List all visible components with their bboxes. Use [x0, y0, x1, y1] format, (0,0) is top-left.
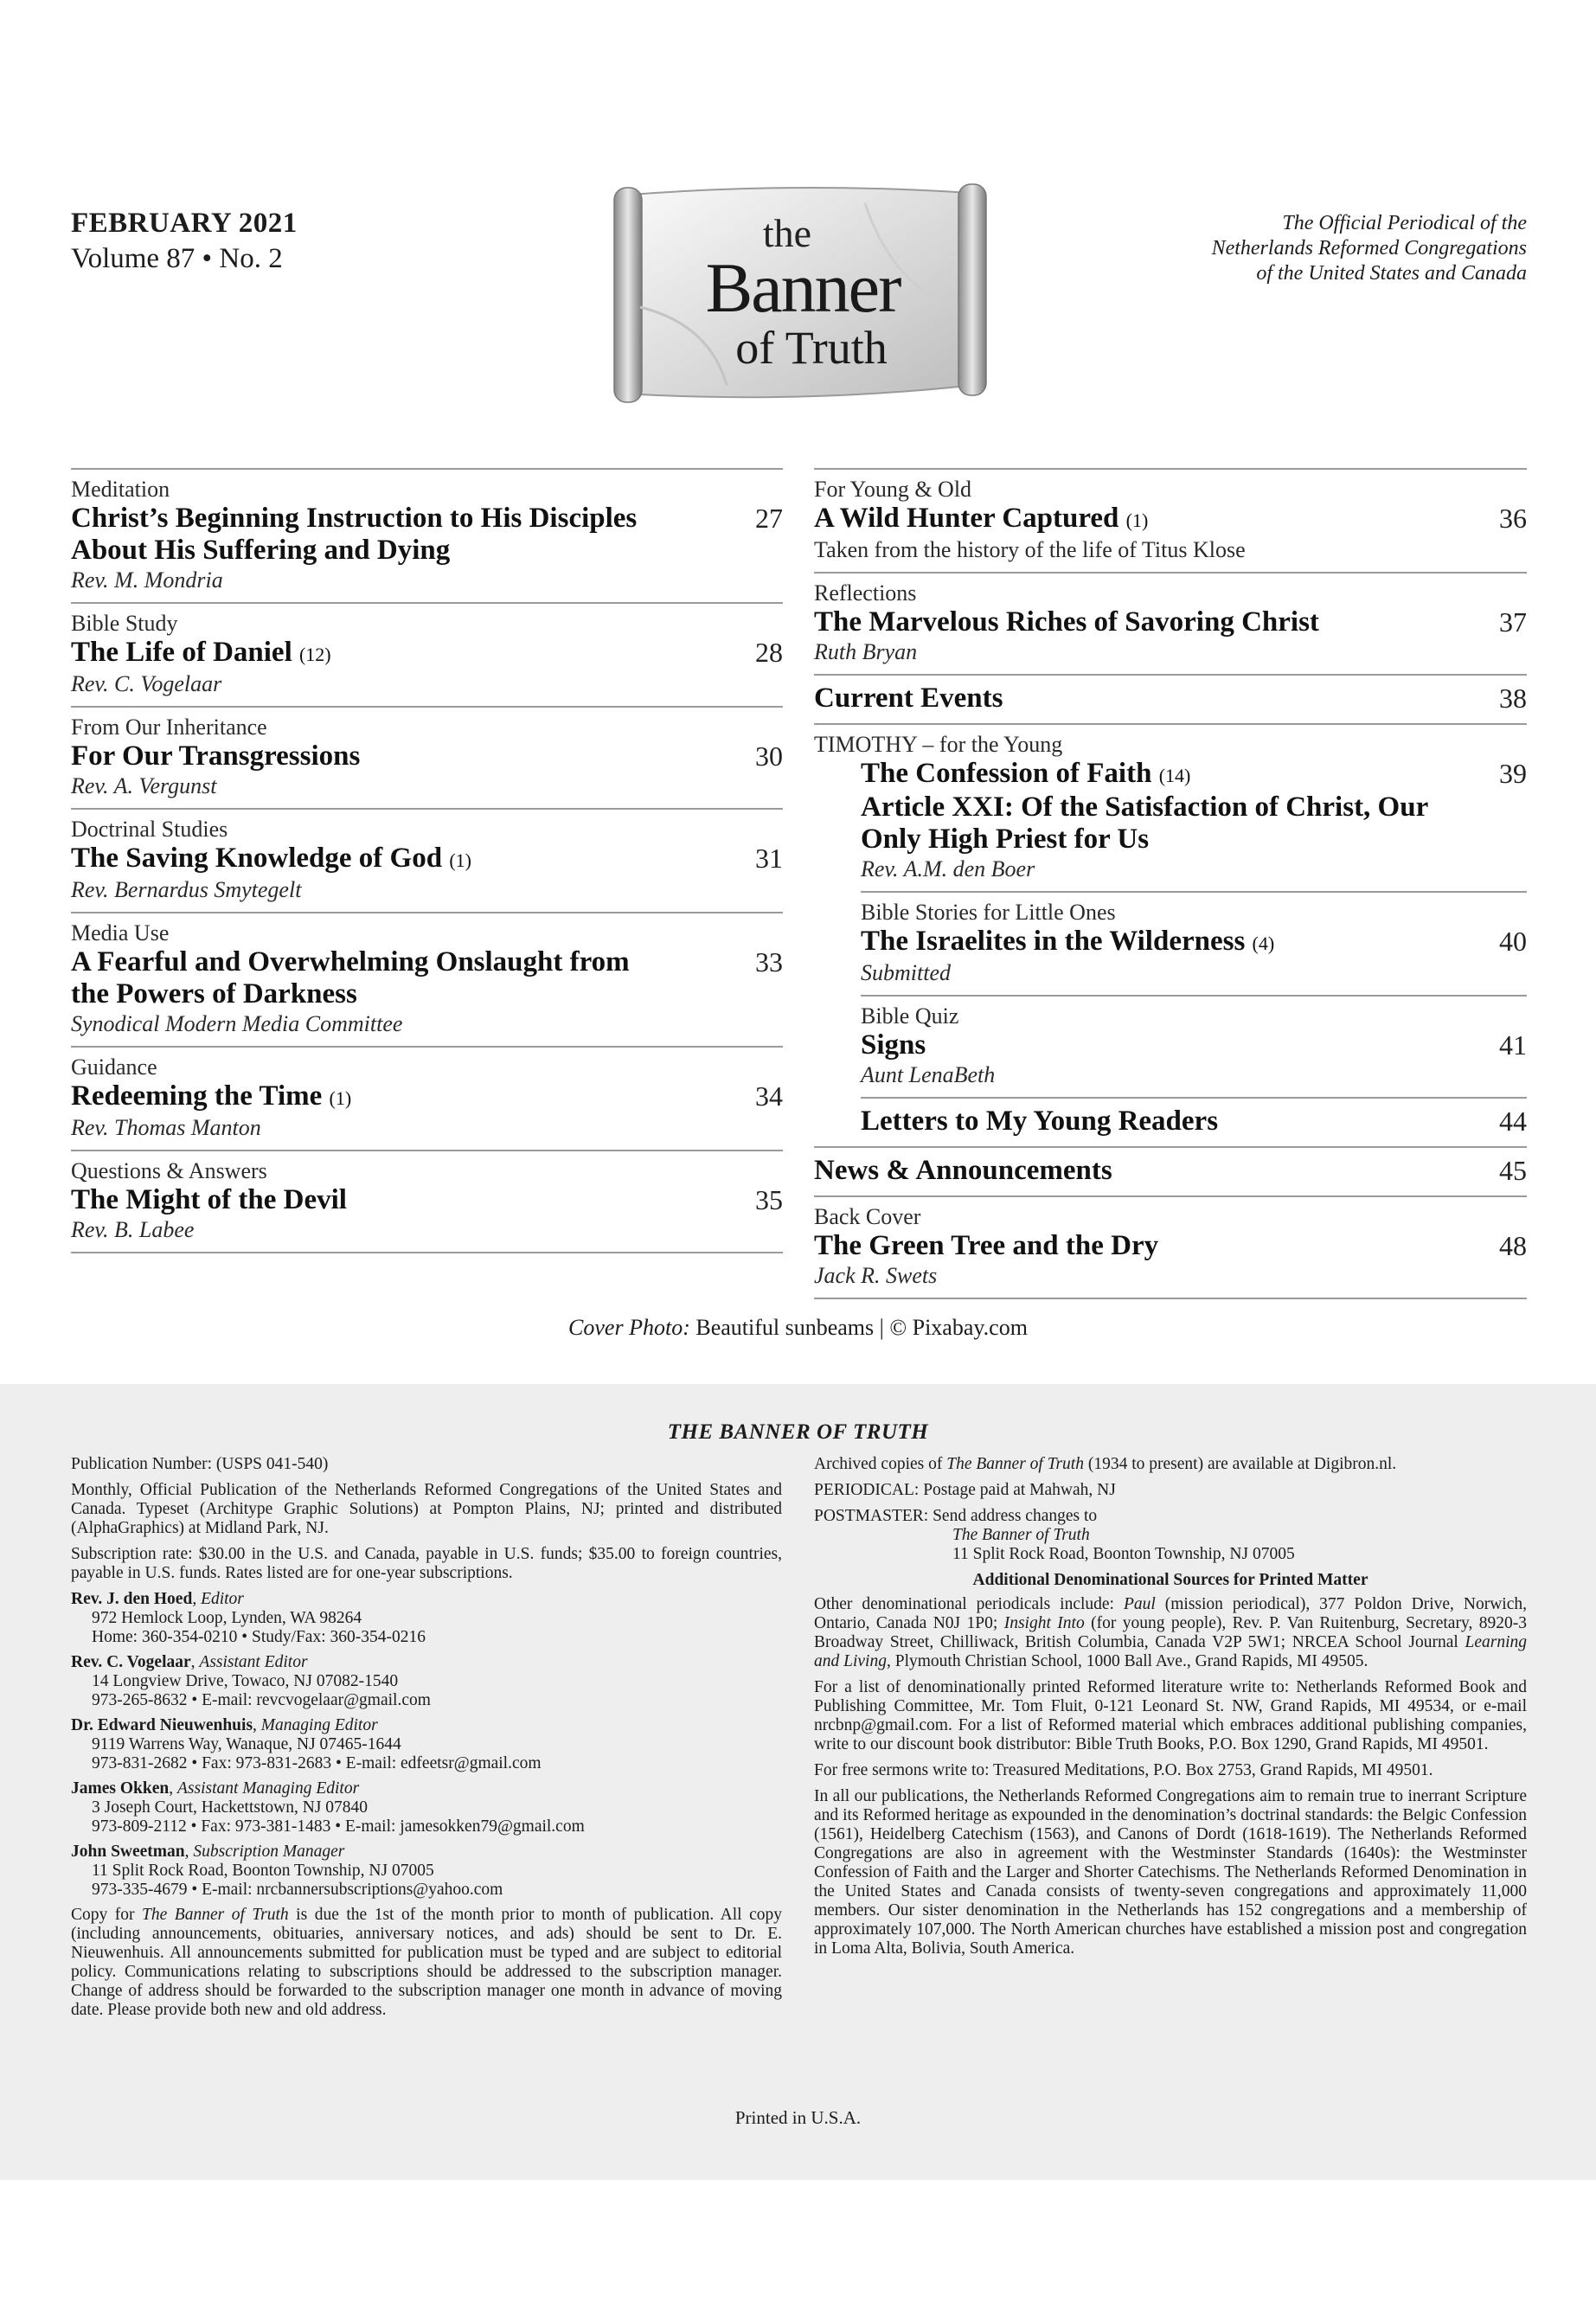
toc-entry-timothy[interactable] [814, 723, 1527, 891]
periodical-line: Netherlands Reformed Congregations [1211, 237, 1527, 260]
toc-subentry[interactable] [861, 891, 1527, 995]
logo-of-truth: of Truth [735, 322, 888, 374]
toc-entry[interactable] [71, 602, 783, 706]
toc-author: Synodical Modern Media Committee [71, 1011, 403, 1036]
toc-category: Reflections [814, 580, 917, 606]
page-header [0, 0, 1596, 450]
issue-volume: Volume 87 • No. 2 [71, 243, 283, 274]
toc-subentry[interactable] [861, 758, 1527, 891]
toc-part: (14) [1158, 765, 1191, 786]
staff-entry: John Sweetman, Subscription Manager 11 Split Rock Road, Boonton Township, NJ 07005 973-335-4679 • E-mail: nrcbannersubscriptions@yahoo.com [71, 1843, 782, 1900]
publication-info-box [0, 1384, 1596, 2180]
subscription-text: Subscription rate: $30.00 in the U.S. and Canada, payable in U.S. funds; $35.00 to foreign countries, payable in U.S. funds. Rates listed are for one-year subscriptions. [71, 1545, 782, 1582]
toc-subentry[interactable] [861, 995, 1527, 1097]
banner-of-truth-logo [606, 177, 995, 411]
toc-category: Bible Quiz [861, 1003, 959, 1029]
toc-entry[interactable] [71, 468, 783, 602]
staff-role: Subscription Manager [193, 1843, 345, 1861]
toc-category: Questions & Answers [71, 1158, 267, 1183]
issue-date: FEBRUARY 2021 [71, 208, 298, 239]
toc-page: 36 [1499, 503, 1527, 534]
staff-role: Assistant Editor [199, 1653, 308, 1671]
toc-entry[interactable] [71, 1150, 783, 1253]
info-right-column [814, 1455, 1527, 1965]
toc-title: Christ’s Beginning Instruction to His Disciples About His Suffering and Dying [71, 503, 638, 566]
toc-page: 45 [1499, 1155, 1527, 1186]
toc-title: Signs [861, 1029, 926, 1061]
toc-page: 39 [1499, 758, 1527, 789]
toc-page: 33 [755, 946, 783, 977]
toc-author: Rev. M. Mondria [71, 567, 223, 593]
staff-line: Home: 360-354-0210 • Study/Fax: 360-354-0216 [92, 1628, 426, 1646]
toc-title: The Marvelous Riches of Savoring Christ [814, 606, 1319, 638]
staff-entry: Rev. J. den Hoed, Editor 972 Hemlock Loop, Lynden, WA 98264 Home: 360-354-0210 • Study/Fax: 360-354-0216 [71, 1590, 782, 1647]
staff-role: Managing Editor [260, 1716, 378, 1734]
free-sermons: For free sermons write to: Treasured Meditations, P.O. Box 2753, Grand Rapids, MI 49501. [814, 1761, 1433, 1779]
toc-right-column [814, 468, 1527, 1299]
staff-name: John Sweetman [71, 1843, 185, 1861]
staff-entry: Rev. C. Vogelaar, Assistant Editor 14 Longview Drive, Towaco, NJ 07082-1540 973-265-8632 • E-mail: revcvogelaar@gmail.com [71, 1653, 782, 1710]
staff-role: Assistant Managing Editor [176, 1779, 360, 1798]
toc-subtitle: Article XXI: Of the Satisfaction of Christ, Our Only High Priest for Us [861, 792, 1428, 855]
toc-category: Bible Study [71, 611, 178, 636]
toc-title: The Might of the Devil [71, 1184, 347, 1215]
toc-entry[interactable] [71, 808, 783, 912]
toc-subentry[interactable] [861, 1097, 1527, 1146]
postmaster-block [814, 1507, 1527, 1564]
cover-photo-text: Beautiful sunbeams | © Pixabay.com [695, 1315, 1028, 1340]
toc-title: News & Announcements [814, 1155, 1112, 1186]
toc-category: Bible Stories for Little Ones [861, 900, 1116, 925]
toc-entry[interactable] [814, 572, 1527, 674]
publications-statement: In all our publications, the Netherlands Reformed Congregations aim to remain true to inerrant Scripture and its Reformed heritage as expounded in the denomination’s doctrinal standards: the Belgic Confession (1561), Heidelberg Catechism (1563), and Canons of Dordt (1618-1619). The Netherlands Reformed Congregations are also in agreement with the Westminster Standards (1640s): the Westminster Confession of Faith and the Larger and Shorter Catechisms. The Netherlands Reformed Denomination in the United States and Canada consists of twenty-seven congregations and approximately 11,000 members. Our sister denomination in the Netherlands has 152 congregations and a membership of approximately 107,000. The North American churches have established a mission post and congregation in Loma Alta, Bolivia, South America. [814, 1787, 1527, 1958]
staff-line: 3 Joseph Court, Hackettstown, NJ 07840 [92, 1798, 369, 1817]
toc-entry[interactable] [71, 1046, 783, 1150]
toc-page: 30 [755, 740, 783, 772]
staff-line: 973-809-2112 • Fax: 973-381-1483 • E-mail: jamesokken79@gmail.com [92, 1817, 585, 1836]
toc-title: For Our Transgressions [71, 740, 361, 772]
toc-author: Aunt LenaBeth [861, 1062, 996, 1087]
toc-part: (1) [1125, 510, 1149, 531]
toc-page: 34 [755, 1080, 783, 1112]
toc-entry[interactable] [71, 912, 783, 1046]
toc-part: (12) [298, 644, 331, 665]
toc-part: (1) [449, 849, 471, 871]
toc-title: Current Events [814, 683, 1003, 714]
toc-entry[interactable] [814, 1195, 1527, 1299]
toc-author: Rev. B. Labee [71, 1217, 195, 1242]
staff-line: 973-265-8632 • E-mail: revcvogelaar@gmail.com [92, 1691, 431, 1709]
monthly-text: Monthly, Official Publication of the Netherlands Reformed Congregations of the United States and Canada. Typeset (Architype Graphic Solutions) at Pompton Plains, NJ; printed and distributed (AlphaGraphics) at Midland Park, NJ. [71, 1481, 782, 1537]
toc-author: Rev. Thomas Manton [71, 1115, 261, 1140]
logo-the: the [762, 211, 812, 255]
staff-line: 973-335-4679 • E-mail: nrcbannersubscriptions@yahoo.com [92, 1881, 503, 1899]
toc-part: (1) [329, 1087, 352, 1109]
staff-name: Rev. J. den Hoed [71, 1590, 193, 1608]
cover-photo-credit [0, 1315, 1596, 1341]
staff-line: 9119 Warrens Way, Wanaque, NJ 07465-1644 [92, 1735, 401, 1753]
toc-left-column [71, 468, 783, 1253]
toc-category: For Young & Old [814, 477, 972, 502]
toc-page: 35 [755, 1184, 783, 1215]
periodical-line: The Official Periodical of the [1282, 212, 1527, 234]
toc-title: The Israelites in the Wilderness [861, 926, 1246, 957]
toc-title: The Saving Knowledge of God [71, 843, 443, 874]
toc-title: The Confession of Faith [861, 758, 1152, 789]
toc-title: Redeeming the Time [71, 1080, 323, 1112]
toc-author: Submitted [861, 960, 951, 985]
staff-entry: James Okken, Assistant Managing Editor 3 Joseph Court, Hackettstown, NJ 07840 973-809-2112 • Fax: 973-381-1483 • E-mail: jamesokken79@gmail.com [71, 1779, 782, 1836]
toc-entry[interactable] [814, 468, 1527, 572]
toc-category: Media Use [71, 920, 170, 945]
masthead-title: THE BANNER OF TRUTH [667, 1420, 929, 1444]
toc-page: 41 [1499, 1029, 1527, 1061]
toc-page: 38 [1499, 683, 1527, 714]
toc-author: Jack R. Swets [814, 1263, 938, 1288]
postmaster-label: POSTMASTER: Send address changes to [814, 1507, 1098, 1525]
toc-category: Meditation [71, 477, 170, 502]
literature-list: For a list of denominationally printed Reformed literature write to: Netherlands Reformed Book and Publishing Committee, Mr. Tom Fluit, 0-121 Leonard St. NW, Grand Rapids, MI 49534, or e-mail nrcbnp@gmail.com. For a list of Reformed material which embraces additional publishing companies, write to our discount book distributor: Bible Truth Books, P.O. Box 1290, Grand Rapids, MI 49501. [814, 1678, 1527, 1753]
toc-subtitle: Taken from the history of the life of Titus Klose [814, 537, 1246, 562]
toc-category: Back Cover [814, 1204, 921, 1229]
staff-name: Rev. C. Vogelaar [71, 1653, 191, 1671]
toc-author: Rev. Bernardus Smytegelt [71, 877, 302, 902]
toc-entry[interactable] [814, 1146, 1527, 1195]
toc-page: 28 [755, 637, 783, 668]
staff-line: 14 Longview Drive, Towaco, NJ 07082-1540 [92, 1672, 399, 1690]
toc-author: Ruth Bryan [814, 639, 918, 664]
periodical-line: of the United States and Canada [1256, 262, 1527, 285]
staff-line: 972 Hemlock Loop, Lynden, WA 98264 [92, 1609, 362, 1627]
postmaster-name: The Banner of Truth [952, 1526, 1090, 1544]
toc-category: Doctrinal Studies [71, 817, 228, 842]
toc-page: 44 [1499, 1106, 1527, 1137]
toc-page: 40 [1499, 926, 1527, 957]
toc-entry[interactable] [814, 674, 1527, 723]
toc-page: 27 [755, 503, 783, 534]
logo-banner: Banner [705, 248, 901, 327]
cover-photo-label: Cover Photo: [568, 1315, 690, 1340]
toc-title: A Wild Hunter Captured [814, 503, 1119, 534]
copy-policy: Copy for The Banner of Truth is due the 1st of the month prior to month of publication. All copy (including announcements, obituaries, anniversary notices, and ads) should be sent to Dr. E. Nieuwenhuis. All announcements submitted for publication must be typed and are subject to editorial policy. Communications relating to subscriptions should be addressed to the subscription manager. Change of address should be forwarded to the subscription manager one month in advance of moving date. Please provide both new and old address. [71, 1906, 782, 2019]
toc-title: The Life of Daniel [71, 637, 292, 668]
toc-title: The Green Tree and the Dry [814, 1230, 1159, 1261]
printed-in: Printed in U.S.A. [734, 2107, 862, 2128]
toc-category: TIMOTHY – for the Young [814, 732, 1063, 757]
periodical-description [1077, 211, 1527, 286]
toc-page: 31 [755, 843, 783, 874]
toc-page: 37 [1499, 606, 1527, 638]
toc-author: Rev. A. Vergunst [71, 773, 217, 798]
toc-author: Rev. C. Vogelaar [71, 671, 222, 696]
toc-category: From Our Inheritance [71, 715, 267, 740]
toc-entry[interactable] [71, 706, 783, 808]
toc-part: (4) [1252, 933, 1275, 954]
additional-sources-heading: Additional Denominational Sources for Printed Matter [972, 1571, 1368, 1589]
staff-role: Editor [201, 1590, 244, 1608]
pub-number: Publication Number: (USPS 041-540) [71, 1455, 329, 1473]
toc-author: Rev. A.M. den Boer [861, 856, 1035, 881]
other-periodicals: Other denominational periodicals include: Paul (mission periodical), 377 Poldon Drive, Norwich, Ontario, Canada N0J 1P0; Insight Into (for young people), Rev. P. Van Ruitenburg, Secretary, 8920-3 Broadway Street, Chilliwack, British Columbia, Canada V2P 5W1; NRCEA School Journal Learning and Living, Plymouth Christian School, 1000 Ball Ave., Grand Rapids, MI 49505. [814, 1595, 1527, 1670]
staff-name: Dr. Edward Nieuwenhuis [71, 1716, 253, 1734]
toc-title: Letters to My Young Readers [861, 1106, 1219, 1137]
toc-category: Guidance [71, 1054, 157, 1080]
toc-title: A Fearful and Overwhelming Onslaught from the Powers of Darkness [71, 946, 630, 1009]
staff-line: 11 Split Rock Road, Boonton Township, NJ 07005 [92, 1862, 434, 1880]
periodical-postage: PERIODICAL: Postage paid at Mahwah, NJ [814, 1481, 1116, 1499]
staff-entry: Dr. Edward Nieuwenhuis, Managing Editor 9119 Warrens Way, Wanaque, NJ 07465-1644 973-831-2682 • Fax: 973-831-2683 • E-mail: edfeetsr@gmail.com [71, 1716, 782, 1773]
postmaster-address: 11 Split Rock Road, Boonton Township, NJ 07005 [952, 1545, 1295, 1563]
archived-text: Archived copies of The Banner of Truth (1934 to present) are available at Digibron.nl. [814, 1455, 1397, 1473]
toc-page: 48 [1499, 1230, 1527, 1261]
staff-line: 973-831-2682 • Fax: 973-831-2683 • E-mail: edfeetsr@gmail.com [92, 1754, 542, 1772]
info-left-column [71, 1455, 782, 2027]
staff-name: James Okken [71, 1779, 170, 1798]
